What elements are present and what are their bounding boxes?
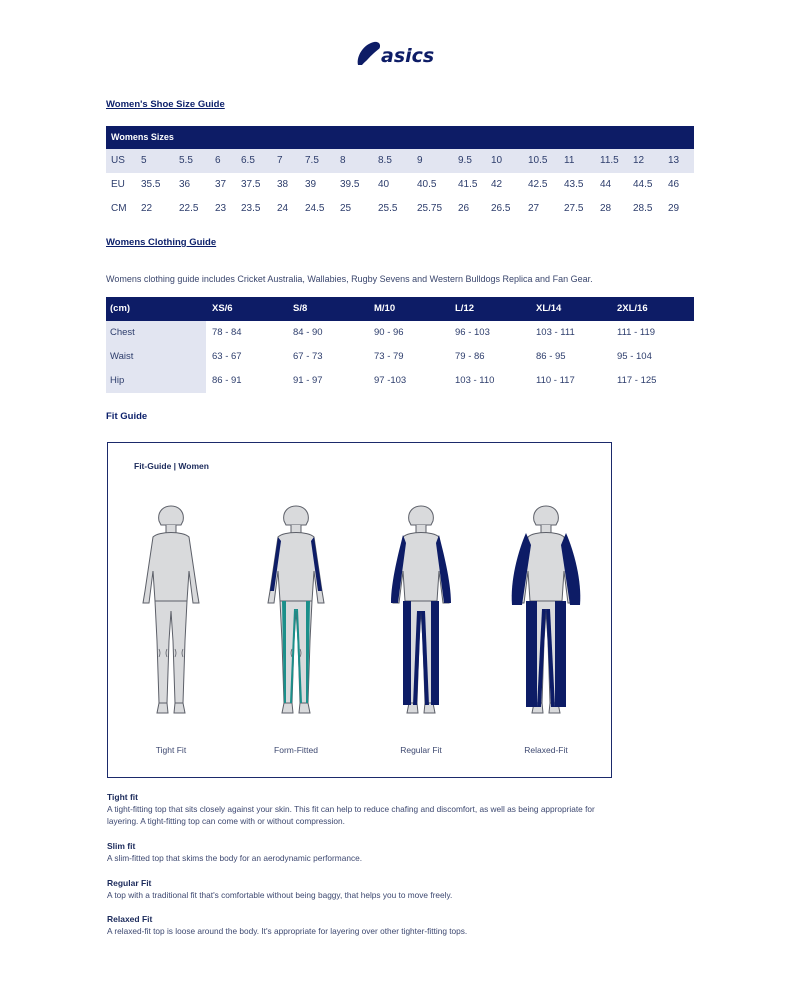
table-cell: 84 - 90	[293, 327, 323, 338]
table-cell: 5	[141, 155, 147, 166]
table-cell: 40	[378, 179, 390, 190]
row-label: Waist	[110, 351, 134, 362]
table-cell: 7.5	[305, 155, 319, 166]
table-cell: 7	[277, 155, 283, 166]
fit-description-title: Slim fit	[107, 841, 136, 851]
fit-description-body: A slim-fitted top that skims the body for an aerodynamic performance.	[107, 853, 363, 863]
table-row	[106, 369, 694, 393]
form-fitted-figure	[256, 491, 336, 731]
table-cell: 110 - 117	[536, 375, 575, 386]
relaxed-fit-figure	[506, 491, 586, 731]
table-cell: 27	[528, 203, 540, 214]
table-row	[106, 173, 694, 197]
table-cell: 25	[340, 203, 352, 214]
row-label: EU	[111, 179, 125, 190]
table-cell: 26.5	[491, 203, 511, 214]
table-cell: 41.5	[458, 179, 478, 190]
fit-description	[107, 878, 627, 901]
regular-fit-figure	[381, 491, 461, 731]
table-cell: 86 - 95	[536, 351, 566, 362]
table-cell: 23	[215, 203, 227, 214]
tight-fit-figure	[131, 491, 211, 731]
table-cell: 25.5	[378, 203, 398, 214]
table-cell: 37.5	[241, 179, 261, 190]
fit-guide-panel	[107, 442, 612, 778]
table-cell: 8	[340, 155, 346, 166]
table-cell: 8.5	[378, 155, 392, 166]
table-cell: 42	[491, 179, 503, 190]
table-cell: 22	[141, 203, 153, 214]
table-cell: 78 - 84	[212, 327, 242, 338]
row-label: Chest	[110, 327, 135, 338]
shoe-guide-heading: Women's Shoe Size Guide	[106, 99, 225, 110]
fit-description-body: A relaxed-fit top is loose around the body. It's appropriate for layering over other tighter-fitting tops.	[107, 926, 468, 936]
table-cell: 27.5	[564, 203, 584, 214]
table-cell: 63 - 67	[212, 351, 242, 362]
table-cell: 117 - 125	[617, 375, 657, 386]
table-cell: 9.5	[458, 155, 472, 166]
table-cell: 29	[668, 203, 680, 214]
fit-description	[107, 792, 627, 827]
table-cell: 6	[215, 155, 221, 166]
table-header-row	[106, 297, 694, 321]
table-cell: 23.5	[241, 203, 261, 214]
fit-description-title: Tight fit	[107, 792, 138, 802]
column-header: 2XL/16	[617, 303, 648, 314]
table-cell: 42.5	[528, 179, 548, 190]
table-cell: 13	[668, 155, 680, 166]
table-cell: 39.5	[340, 179, 360, 190]
table-row	[106, 149, 694, 173]
table-cell: 9	[417, 155, 423, 166]
column-header: S/8	[293, 303, 308, 314]
clothing-size-table	[106, 297, 694, 393]
table-cell: 38	[277, 179, 289, 190]
table-cell: 97 -103	[374, 375, 407, 386]
table-cell: 67 - 73	[293, 351, 323, 362]
figure-label: Tight Fit	[155, 745, 187, 755]
table-cell: 5.5	[179, 155, 193, 166]
table-cell: 79 - 86	[455, 351, 485, 362]
fit-description	[107, 914, 627, 937]
column-header: M/10	[374, 303, 396, 314]
clothing-guide-intro: Womens clothing guide includes Cricket Australia, Wallabies, Rugby Sevens and Western Bulldogs Replica and Fan Gear.	[106, 274, 593, 284]
table-cell: 10	[491, 155, 503, 166]
table-cell: 90 - 96	[374, 327, 404, 338]
table-cell: 39	[305, 179, 317, 190]
table-cell: 28.5	[633, 203, 653, 214]
fit-description-body: A tight-fitting top that sits closely against your skin. This fit can help to reduce chafing and discomfort, as well as being appropriate for layering. A tight-fitting top can come with or without compression.	[107, 804, 595, 826]
table-cell: 44.5	[633, 179, 653, 190]
row-label: CM	[111, 203, 127, 214]
column-header: L/12	[455, 303, 475, 314]
table-cell: 96 - 103	[455, 327, 490, 338]
table-cell: 35.5	[141, 179, 161, 190]
figure-label: Form-Fitted	[274, 745, 318, 755]
table-cell: 103 - 111	[536, 327, 575, 338]
fit-guide-panel-title: Fit-Guide | Women	[134, 461, 209, 471]
table-cell: 43.5	[564, 179, 584, 190]
table-cell: 40.5	[417, 179, 437, 190]
fit-description	[107, 841, 627, 864]
table-cell: 28	[600, 203, 612, 214]
table-cell: 10.5	[528, 155, 548, 166]
table-cell: 111 - 119	[617, 327, 656, 338]
fit-guide-heading: Fit Guide	[106, 411, 148, 422]
column-header: (cm)	[110, 303, 131, 314]
table-cell: 46	[668, 179, 680, 190]
fit-description-body: A top with a traditional fit that's comfortable without being baggy, that helps you to move freely.	[107, 890, 453, 900]
column-header: XS/6	[212, 303, 233, 314]
table-cell: 22.5	[179, 203, 199, 214]
row-label: Hip	[110, 375, 125, 386]
table-cell: 11.5	[600, 155, 619, 166]
table-cell: 12	[633, 155, 645, 166]
table-row	[106, 321, 694, 345]
shoe-size-table	[106, 126, 694, 221]
table-cell: 24	[277, 203, 289, 214]
clothing-guide-heading: Womens Clothing Guide	[106, 237, 217, 248]
table-cell: 95 - 104	[617, 351, 652, 362]
column-header: XL/14	[536, 303, 562, 314]
figure-label: Relaxed-Fit	[524, 745, 568, 755]
table-cell: 103 - 110	[455, 375, 495, 386]
figure-label: Regular Fit	[400, 745, 442, 755]
table-row	[106, 345, 694, 369]
table-row	[106, 197, 694, 221]
table-cell: 44	[600, 179, 612, 190]
table-cell: 26	[458, 203, 470, 214]
asics-logo	[354, 40, 436, 68]
fit-description-title: Regular Fit	[107, 878, 152, 888]
row-label: US	[111, 155, 125, 166]
shoe-table-title: Womens Sizes	[106, 126, 694, 149]
table-cell: 37	[215, 179, 227, 190]
table-cell: 91 - 97	[293, 375, 323, 386]
table-cell: 24.5	[305, 203, 325, 214]
table-cell: 86 - 91	[212, 375, 242, 386]
table-cell: 6.5	[241, 155, 255, 166]
fit-description-title: Relaxed Fit	[107, 914, 153, 924]
table-cell: 73 - 79	[374, 351, 404, 362]
table-cell: 36	[179, 179, 191, 190]
table-cell: 25.75	[417, 203, 443, 214]
svg-text:asics: asics	[381, 45, 435, 67]
table-cell: 11	[564, 155, 575, 166]
